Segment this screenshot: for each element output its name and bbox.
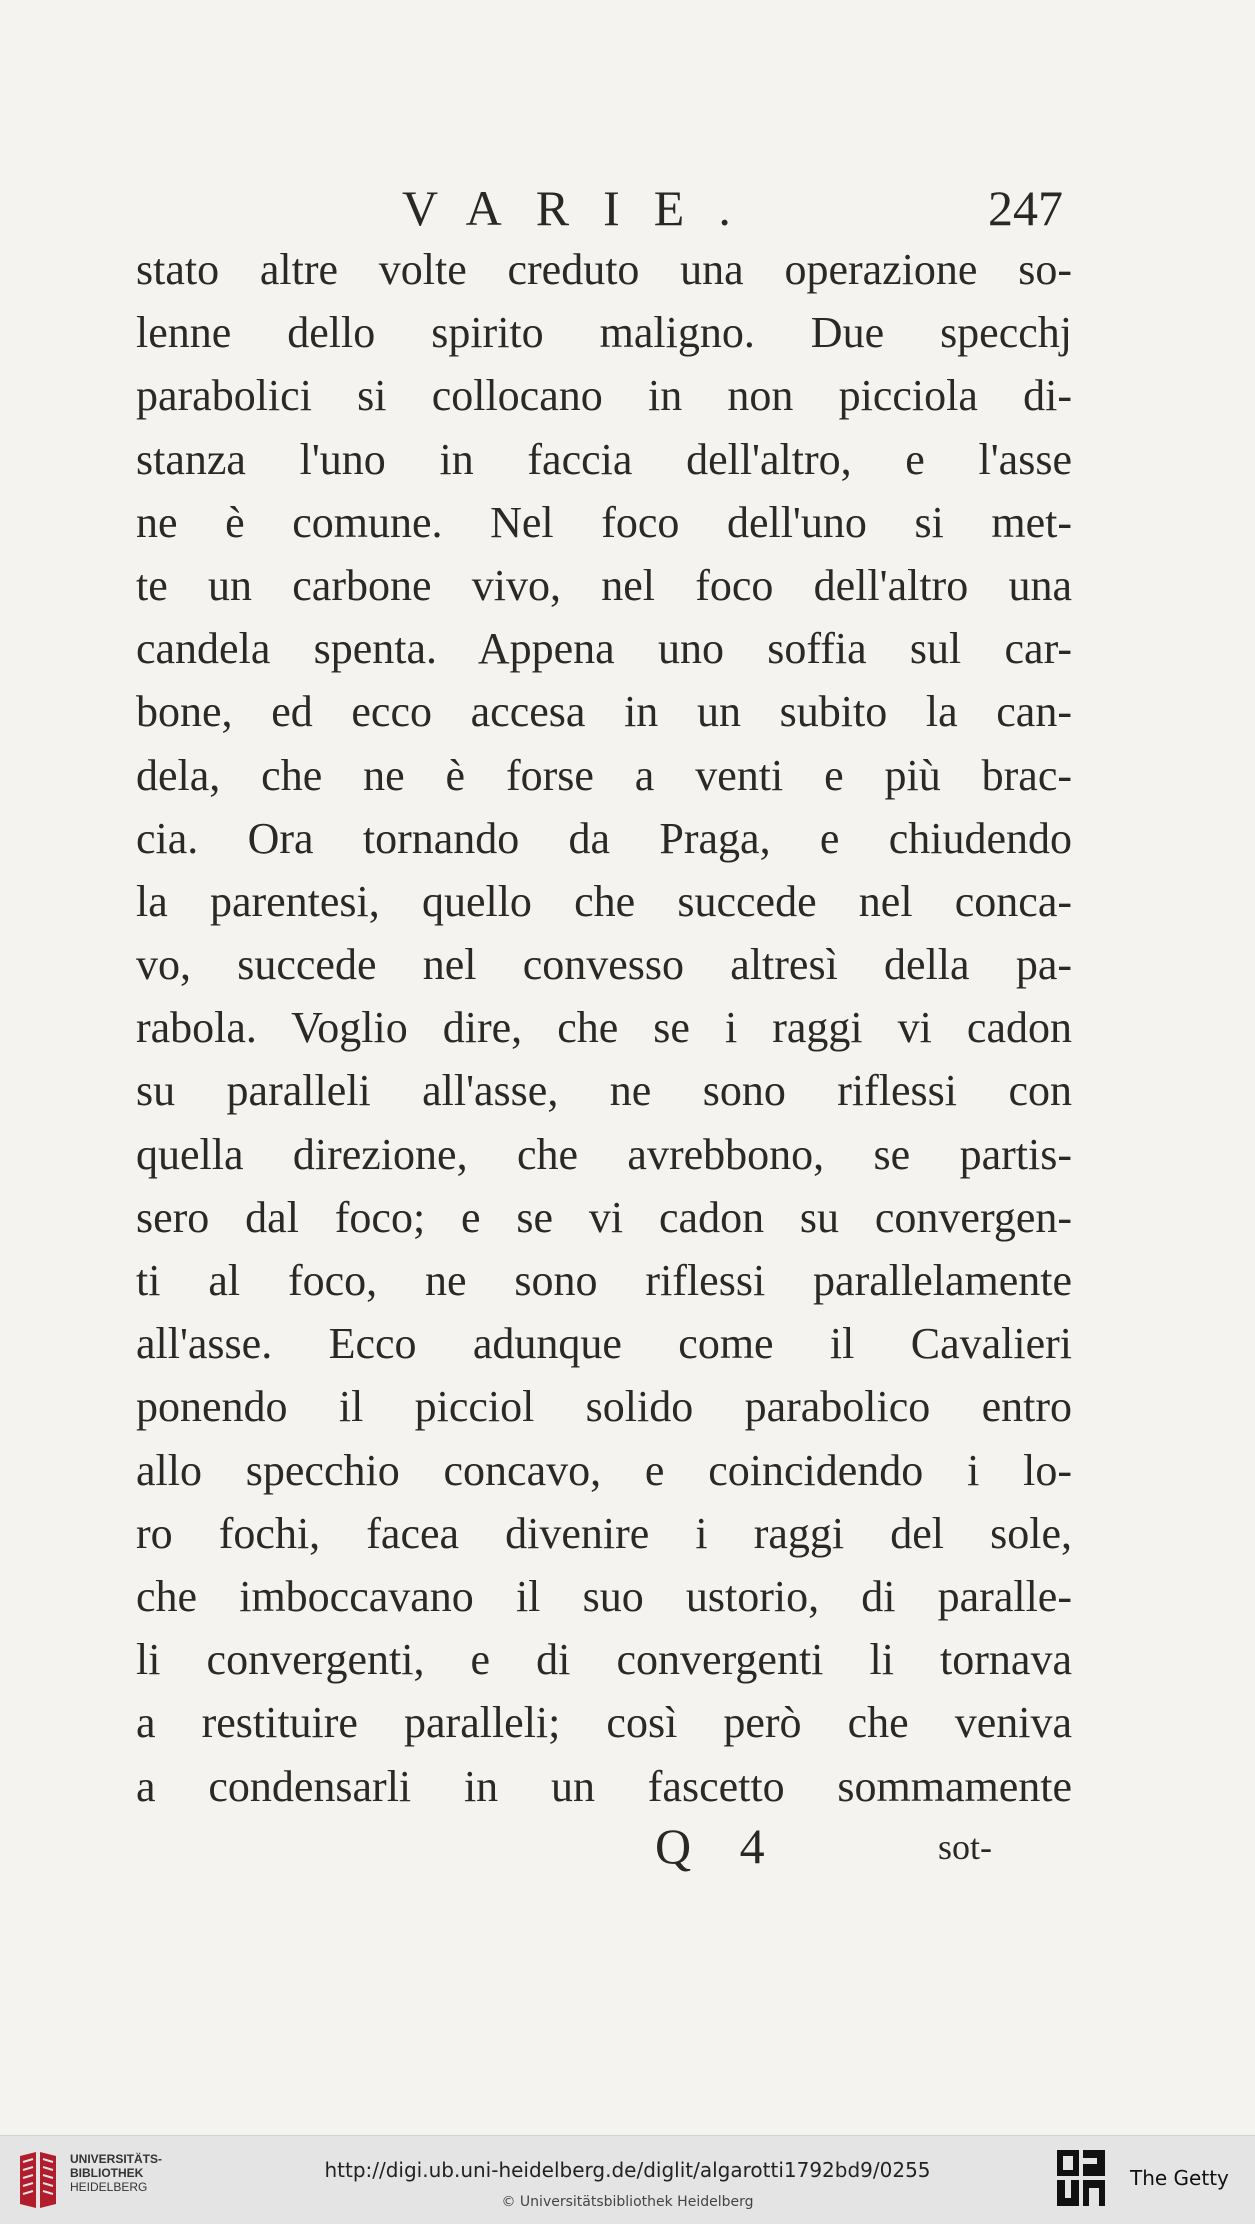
text-line: lenne dello spirito maligno. Due specchj bbox=[136, 308, 1072, 358]
text-line: ponendo il picciol solido parabolico entro bbox=[136, 1382, 1072, 1432]
text-line: su paralleli all'asse, ne sono riflessi con bbox=[136, 1066, 1072, 1116]
text-line: te un carbone vivo, nel foco dell'altro una bbox=[136, 560, 1072, 610]
viewer-footer bbox=[0, 2135, 1255, 2224]
text-line: candela spenta. Appena uno soffia sul car- bbox=[136, 624, 1072, 674]
signature-mark: Q 4 bbox=[655, 1818, 783, 1874]
institution-name: UNIVERSITÄTS- BIBLIOTHEK HEIDELBERG bbox=[70, 2152, 163, 2194]
text-line: vo, succede nel convesso altresì della pa- bbox=[136, 940, 1072, 990]
text-line: rabola. Voglio dire, che se i raggi vi cadon bbox=[136, 1003, 1072, 1053]
text-line: la parentesi, quello che succede nel conca- bbox=[136, 876, 1072, 926]
text-line: stato altre volte creduto una operazione so- bbox=[136, 245, 1072, 294]
text-line: bone, ed ecco accesa in un subito la can- bbox=[136, 687, 1072, 737]
text-line: stanza l'uno in faccia dell'altro, e l'asse bbox=[136, 434, 1072, 484]
text-line: all'asse. Ecco adunque come il Cavalieri bbox=[136, 1319, 1072, 1369]
text-line: ro fochi, facea divenire i raggi del sole, bbox=[136, 1508, 1072, 1558]
body-text bbox=[136, 238, 1072, 1818]
text-line: dela, che ne è forse a venti e più brac- bbox=[136, 750, 1072, 800]
text-line: li convergenti, e di convergenti li tornava bbox=[136, 1635, 1072, 1685]
text-line: cia. Ora tornando da Praga, e chiudendo bbox=[136, 813, 1072, 863]
partner-name: The Getty bbox=[1130, 2166, 1229, 2190]
text-line: quella direzione, che avrebbono, se partis- bbox=[136, 1129, 1072, 1179]
text-line: che imboccavano il suo ustorio, di paralle- bbox=[136, 1571, 1072, 1621]
text-line: sero dal foco; e se vi cadon su convergen- bbox=[136, 1192, 1072, 1242]
text-line: parabolici si collocano in non picciola di- bbox=[136, 371, 1072, 421]
permalink[interactable]: http://digi.ub.uni-heidelberg.de/diglit/algarotti1792bd9/0255 bbox=[324, 2158, 931, 2182]
text-line: ti al foco, ne sono riflessi parallelamente bbox=[136, 1256, 1072, 1305]
text-line: ne è comune. Nel foco dell'uno si met- bbox=[136, 497, 1072, 547]
catchword: sot- bbox=[938, 1827, 992, 1867]
text-line: allo specchio concavo, e coincidendo i lo- bbox=[136, 1445, 1072, 1495]
text-line: a condensarli in un fascetto sommamente bbox=[136, 1761, 1072, 1811]
page-number: 247 bbox=[988, 180, 1063, 236]
copyright-notice: © Universitätsbibliothek Heidelberg bbox=[501, 2194, 754, 2210]
running-head-title: VARIE. bbox=[402, 180, 765, 236]
getty-logo-icon bbox=[1055, 2148, 1111, 2210]
text-line: a restituire paralleli; così però che veniva bbox=[136, 1698, 1072, 1748]
